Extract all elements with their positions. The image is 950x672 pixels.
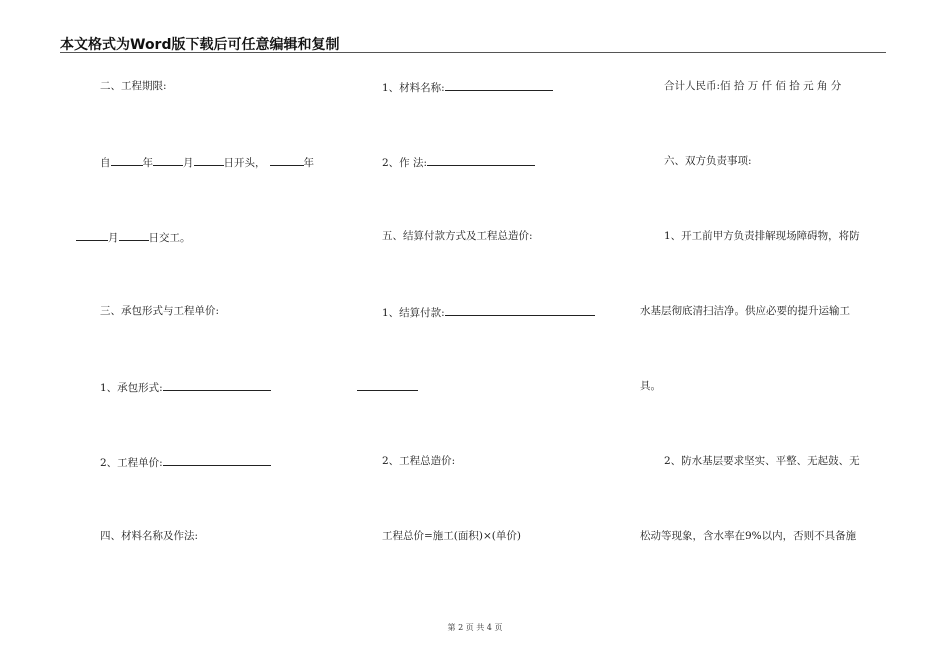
- responsibility-1-line2: 水基层彻底清扫洁净。供应必要的提升运输工: [640, 305, 850, 317]
- month-blank: [153, 154, 183, 166]
- end-day-label: 日交工。: [148, 232, 191, 244]
- section-settlement: 五、结算付款方式及工程总造价:: [382, 230, 533, 242]
- continuation-line: [357, 379, 418, 395]
- responsibility-2-line2: 松动等现象，含水率在9%以内，否则不具备施: [640, 530, 857, 542]
- contract-form-label: 1、承包形式:: [100, 382, 163, 394]
- start-day-label: 日开头，: [223, 157, 266, 169]
- end-year-label: 年: [303, 157, 314, 169]
- year-label: 年: [142, 157, 153, 169]
- section-responsibilities: 六、双方负责事项:: [664, 155, 752, 167]
- material-name-label: 1、材料名称:: [382, 82, 445, 94]
- continuation-blank: [357, 379, 418, 391]
- total-rmb-line: 合计人民币:佰 拾 万 仟 佰 拾 元 角 分: [664, 80, 842, 92]
- month-label: 月: [183, 157, 194, 169]
- section-contract-form: 三、承包形式与工程单价:: [100, 305, 220, 317]
- header-title: 本文格式为Word版下载后可任意编辑和复制: [60, 37, 340, 53]
- period-end-line: [76, 229, 191, 245]
- settlement-payment-line: [382, 304, 595, 320]
- total-cost-line: 2、工程总造价:: [382, 455, 456, 467]
- method-blank: [427, 154, 535, 166]
- end-month-label: 月: [108, 232, 119, 244]
- contract-form-blank: [163, 379, 271, 391]
- total-cost-formula: 工程总价=施工(面积)×(单价): [382, 530, 521, 542]
- material-name-line: [382, 79, 553, 95]
- page-number: 第 2 页 共 4 页: [447, 623, 503, 632]
- unit-price-line: [100, 454, 271, 470]
- from-label: 自: [100, 157, 111, 169]
- material-name-blank: [445, 79, 553, 91]
- responsibility-1-line1: 1、开工前甲方负责排解现场障碍物，将防: [664, 230, 860, 242]
- header-divider: [60, 52, 886, 53]
- end-day-blank: [119, 229, 149, 241]
- unit-price-label: 2、工程单价:: [100, 457, 163, 469]
- responsibility-2-line1: 2、防水基层要求坚实、平整、无起鼓、无: [664, 455, 860, 467]
- end-month-blank: [76, 229, 108, 241]
- method-line: [382, 154, 535, 170]
- year-blank: [111, 154, 143, 166]
- end-year-blank: [270, 154, 304, 166]
- section-materials: 四、材料名称及作法:: [100, 530, 199, 542]
- responsibility-1-line3: 具。: [640, 380, 661, 392]
- settlement-payment-blank: [445, 304, 595, 316]
- unit-price-blank: [163, 454, 271, 466]
- period-start-line: [100, 154, 314, 170]
- day-blank: [194, 154, 224, 166]
- method-label: 2、作 法:: [382, 157, 428, 169]
- settlement-payment-label: 1、结算付款:: [382, 307, 445, 319]
- section-construction-period: 二、工程期限:: [100, 80, 167, 92]
- contract-form-line: [100, 379, 271, 395]
